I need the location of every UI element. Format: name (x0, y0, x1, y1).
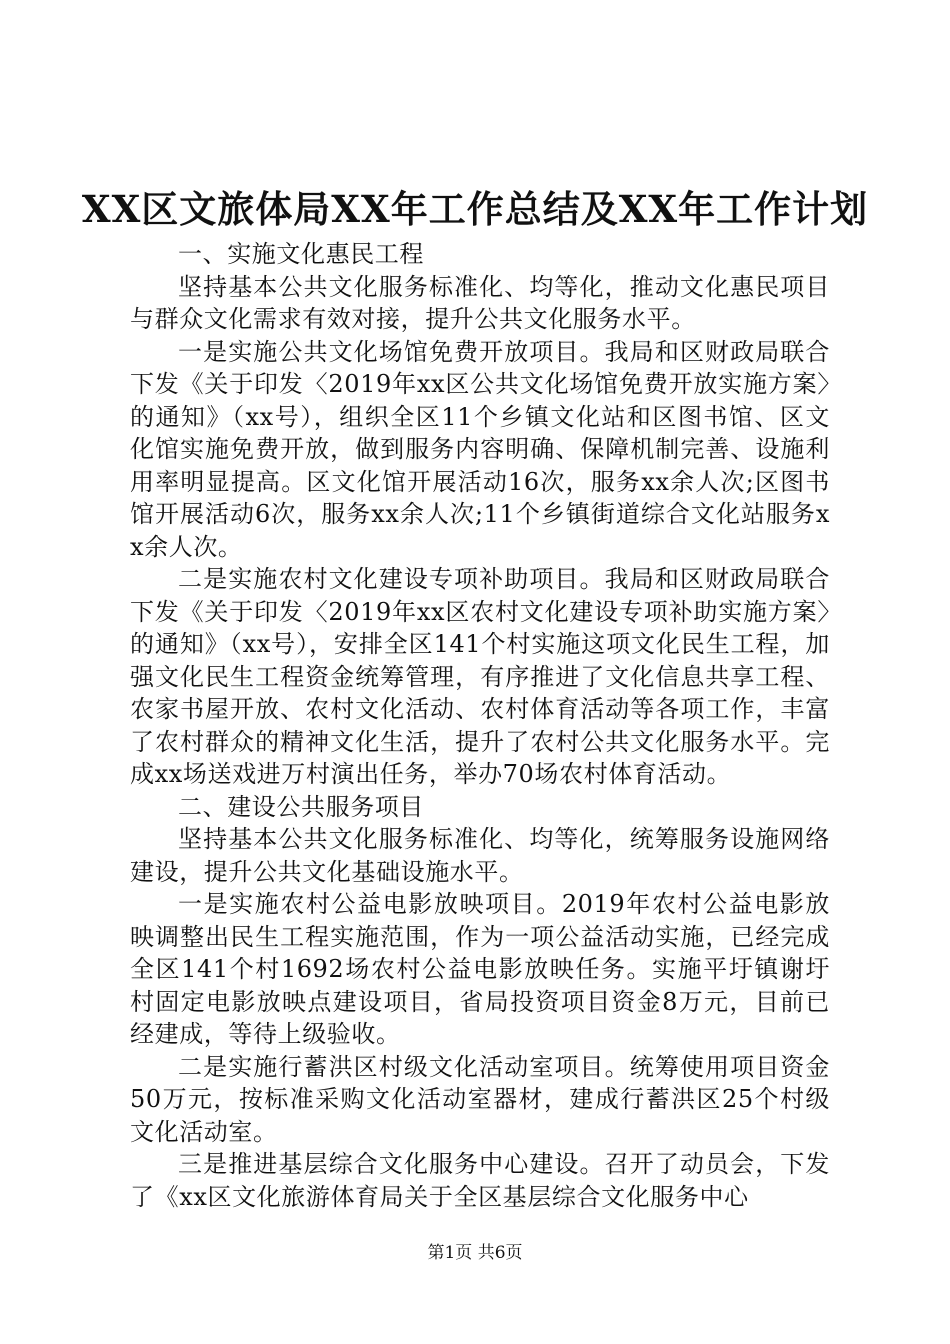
document-title: XX区文旅体局XX年工作总结及XX年工作计划 (81, 187, 869, 231)
paragraph: 坚持基本公共文化服务标准化、均等化，推动文化惠民项目与群众文化需求有效对接，提升公共文化服务水平。 (130, 272, 830, 333)
paragraph: 二是实施农村文化建设专项补助项目。我局和区财政局联合下发《关于印发〈2019年xx区农村文化建设专项补助实施方案〉的通知》（xx号），安排全区141个村实施这项文化民生工程，加强文化民生工程资金统筹管理，有序推进了文化信息共享工程、农家书屋开放、农村文化活动、农村体育活动等各项工作，丰富了农村群众的精神文化生活，提升了农村公共文化服务水平。完成xx场送戏进万村演出任务，举办70场农村体育活动。 (130, 565, 830, 788)
paragraph: 三是推进基层综合文化服务中心建设。召开了动员会，下发了《xx区文化旅游体育局关于全区基层综合文化服务中心 (130, 1150, 830, 1211)
paragraph: 一是实施公共文化场馆免费开放项目。我局和区财政局联合下发《关于印发〈2019年xx区公共文化场馆免费开放实施方案〉的通知》（xx号），组织全区11个乡镇文化站和区图书馆、区文化馆实施免费开放，做到服务内容明确、保障机制完善、设施利用率明显提高。区文化馆开展活动16次，服务xx余人次;区图书馆开展活动6次，服务xx余人次;11个乡镇街道综合文化站服务xx余人次。 (130, 337, 830, 561)
paragraph: 坚持基本公共文化服务标准化、均等化，统筹服务设施网络建设，提升公共文化基础设施水平。 (130, 825, 830, 886)
section-heading-1: 一、实施文化惠民工程 (178, 240, 424, 268)
page-footer: 第1页 共6页 (427, 1243, 523, 1263)
document-body (130, 238, 830, 1213)
section-heading-2: 二、建设公共服务项目 (178, 792, 424, 821)
paragraph: 一是实施农村公益电影放映项目。2019年农村公益电影放映调整出民生工程实施范围，作为一项公益活动实施，已经完成全区141个村1692场农村公益电影放映任务。实施平圩镇谢圩村固定电影放映点建设项目，省局投资项目资金8万元，目前已经建成，等待上级验收。 (130, 890, 830, 1048)
paragraph: 二是实施行蓄洪区村级文化活动室项目。统筹使用项目资金50万元，按标准采购文化活动室器材，建成行蓄洪区25个村级文化活动室。 (130, 1052, 830, 1146)
